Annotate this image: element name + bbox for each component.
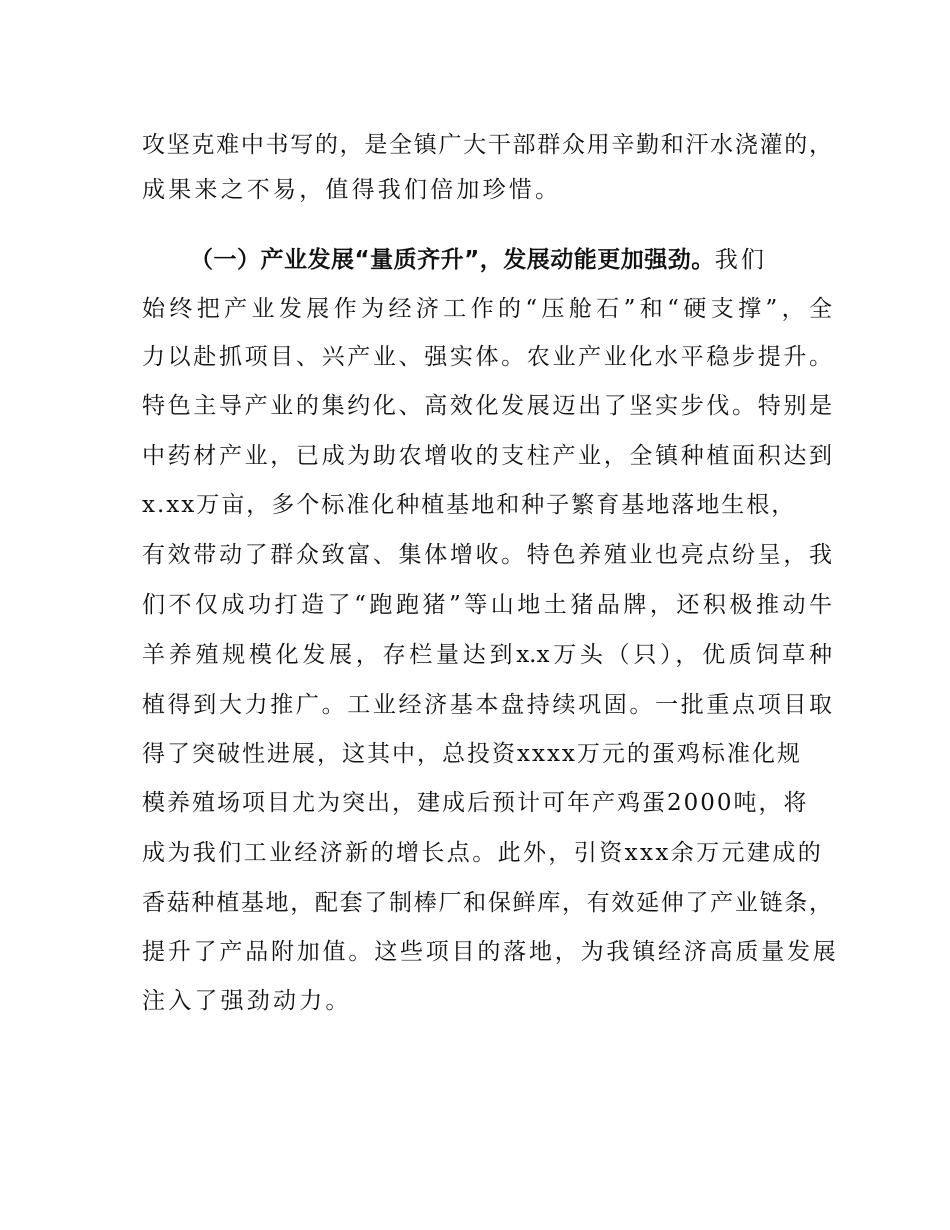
paragraph-2-line-12: 模养殖场项目尤为突出，建成后预计可年产鸡蛋2000吨，将: [142, 790, 809, 816]
paragraph-2-line-5: 中药材产业，已成为助农增收的支柱产业，全镇种植面积达到: [142, 443, 832, 469]
paragraph-2-line-8: 们不仅成功打造了“跑跑猪”等山地土猪品牌，还积极推动牛: [142, 592, 832, 618]
paragraph-1-line-1: 攻坚克难中书写的，是全镇广大干部群众用辛勤和汗水浇灌的，: [142, 132, 832, 158]
paragraph-2-line-1-tail: 我们: [714, 247, 768, 273]
paragraph-2-line-13: 成为我们工业经济新的增长点。此外，引资xxx余万元建成的: [142, 840, 824, 866]
paragraph-2-line-4: 特色主导产业的集约化、高效化发展迈出了坚实步伐。特别是: [142, 393, 832, 419]
paragraph-2-line-14: 香菇种植基地，配套了制棒厂和保鲜库，有效延伸了产业链条，: [142, 890, 832, 916]
paragraph-2-line-10: 植得到大力推广。工业经济基本盘持续巩固。一批重点项目取: [142, 692, 832, 718]
paragraph-2-line-2: 始终把产业发展作为经济工作的“压舱石”和“硬支撑”，全: [142, 296, 832, 322]
paragraph-2-line-11: 得了突破性进展，这其中，总投资xxxx万元的蛋鸡标准化规: [142, 741, 802, 767]
section-heading: （一）产业发展“量质齐升”，发展动能更加强劲。: [190, 247, 715, 273]
paragraph-2-line-7: 有效带动了群众致富、集体增收。特色养殖业也亮点纷呈，我: [142, 542, 832, 568]
paragraph-2-line-16: 注入了强劲动力。: [142, 988, 352, 1014]
paragraph-2-first-line: [190, 244, 832, 276]
paragraph-2-line-3: 力以赴抓项目、兴产业、强实体。农业产业化水平稳步提升。: [142, 344, 832, 370]
paragraph-2-line-15: 提升了产品附加值。这些项目的落地，为我镇经济高质量发展: [142, 939, 839, 965]
paragraph-2-line-9: 羊养殖规模化发展，存栏量达到x.x万头（只），优质饲草种: [142, 642, 832, 668]
paragraph-1-line-2: 成果来之不易，值得我们倍加珍惜。: [142, 177, 562, 203]
paragraph-2-line-6: x.xx万亩，多个标准化种植基地和种子繁育基地落地生根，: [142, 492, 797, 518]
